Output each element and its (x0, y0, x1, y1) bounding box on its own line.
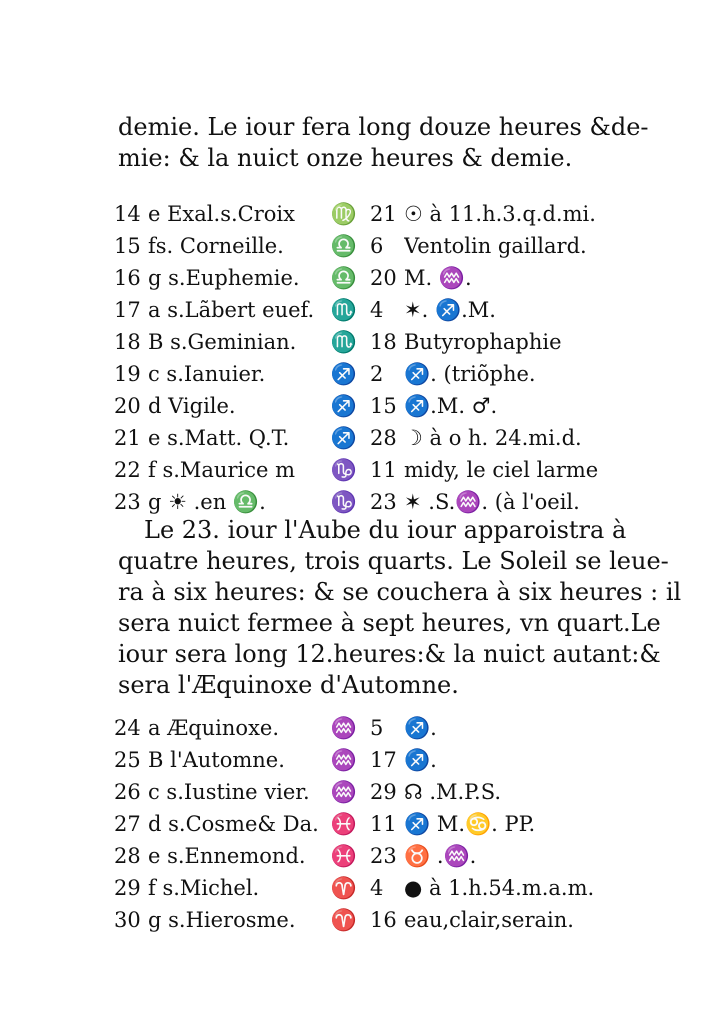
calendar-table-1 (114, 202, 624, 522)
saint-name: e s.Matt. Q.T. (148, 426, 290, 450)
weather-note: ☉ à 11.h.3.q.d.mi. (404, 202, 596, 226)
calendar-row (114, 876, 624, 908)
degree-value: 28 (370, 426, 397, 450)
weather-note: midy, le ciel larme (404, 458, 599, 482)
calendar-table-2 (114, 716, 624, 940)
saint-name: g s.Euphemie. (148, 266, 300, 290)
weather-note: ☊ .M.P.S. (404, 780, 502, 804)
day-number: 15 (114, 234, 141, 258)
zodiac-sign-icon: ♑ (330, 490, 358, 514)
intro-line: mie: & la nuict onze heures & demie. (118, 144, 573, 172)
zodiac-sign-icon: ♒ (330, 716, 358, 740)
zodiac-sign-icon: ♎ (330, 266, 358, 290)
weather-note: ✶ .S.♒. (à l'oeil. (404, 490, 580, 514)
calendar-row (114, 458, 624, 490)
equinox-paragraph (118, 515, 682, 701)
calendar-row (114, 812, 624, 844)
degree-value: 11 (370, 812, 397, 836)
saint-name: d Vigile. (148, 394, 236, 418)
saint-name: g ☀ .en ♎. (148, 490, 266, 514)
calendar-row (114, 266, 624, 298)
zodiac-sign-icon: ♐ (330, 394, 358, 418)
weather-note: ● à 1.h.54.m.a.m. (404, 876, 595, 900)
zodiac-sign-icon: ♓ (330, 812, 358, 836)
zodiac-sign-icon: ♑ (330, 458, 358, 482)
intro-paragraph (118, 112, 649, 174)
zodiac-sign-icon: ♏ (330, 298, 358, 322)
calendar-row (114, 780, 624, 812)
degree-value: 6 (370, 234, 384, 258)
degree-value: 29 (370, 780, 397, 804)
calendar-row (114, 716, 624, 748)
weather-note: ♐. (404, 748, 437, 772)
degree-value: 23 (370, 844, 397, 868)
saint-name: e Exal.s.Croix (148, 202, 295, 226)
day-number: 19 (114, 362, 141, 386)
saint-name: c s.Ianuier. (148, 362, 266, 386)
calendar-row (114, 298, 624, 330)
degree-value: 18 (370, 330, 397, 354)
day-number: 27 (114, 812, 141, 836)
paragraph-line: iour sera long 12.heures:& la nuict autant:& (118, 640, 661, 668)
degree-value: 15 (370, 394, 397, 418)
weather-note: Butyrophaphie (404, 330, 562, 354)
zodiac-sign-icon: ♐ (330, 362, 358, 386)
degree-value: 23 (370, 490, 397, 514)
calendar-row (114, 908, 624, 940)
day-number: 30 (114, 908, 141, 932)
day-number: 28 (114, 844, 141, 868)
day-number: 22 (114, 458, 141, 482)
day-number: 25 (114, 748, 141, 772)
weather-note: ♐ M.♋. PP. (404, 812, 536, 836)
calendar-row (114, 394, 624, 426)
zodiac-sign-icon: ♏ (330, 330, 358, 354)
weather-note: ♉ .♒. (404, 844, 477, 868)
weather-note: ♐. (404, 716, 437, 740)
zodiac-sign-icon: ♈ (330, 876, 358, 900)
degree-value: 17 (370, 748, 397, 772)
saint-name: B s.Geminian. (148, 330, 297, 354)
zodiac-sign-icon: ♍ (330, 202, 358, 226)
weather-note: eau,clair,serain. (404, 908, 574, 932)
saint-name: d s.Cosme& Da. (148, 812, 319, 836)
saint-name: g s.Hierosme. (148, 908, 296, 932)
calendar-row (114, 426, 624, 458)
calendar-row (114, 362, 624, 394)
calendar-row (114, 202, 624, 234)
saint-name: c s.Iustine vier. (148, 780, 310, 804)
degree-value: 11 (370, 458, 397, 482)
weather-note: M. ♒. (404, 266, 472, 290)
degree-value: 2 (370, 362, 384, 386)
day-number: 29 (114, 876, 141, 900)
day-number: 17 (114, 298, 141, 322)
day-number: 26 (114, 780, 141, 804)
paragraph-line: quatre heures, trois quarts. Le Soleil se leue- (118, 547, 669, 575)
calendar-row (114, 234, 624, 266)
saint-name: a s.Lãbert euef. (148, 298, 315, 322)
degree-value: 16 (370, 908, 397, 932)
day-number: 20 (114, 394, 141, 418)
day-number: 24 (114, 716, 141, 740)
saint-name: e s.Ennemond. (148, 844, 306, 868)
degree-value: 5 (370, 716, 384, 740)
zodiac-sign-icon: ♎ (330, 234, 358, 258)
day-number: 23 (114, 490, 141, 514)
day-number: 16 (114, 266, 141, 290)
zodiac-sign-icon: ♓ (330, 844, 358, 868)
day-number: 18 (114, 330, 141, 354)
saint-name: f s.Maurice m (148, 458, 295, 482)
zodiac-sign-icon: ♒ (330, 780, 358, 804)
degree-value: 21 (370, 202, 397, 226)
paragraph-line: ra à six heures: & se couchera à six heures : il (118, 578, 682, 606)
paragraph-line: sera nuict fermee à sept heures, vn quart.Le (118, 609, 661, 637)
calendar-row (114, 330, 624, 362)
calendar-row (114, 748, 624, 780)
paragraph-line: Le 23. iour l'Aube du iour apparoistra à (144, 516, 627, 544)
weather-note: ☽ à o h. 24.mi.d. (404, 426, 582, 450)
degree-value: 4 (370, 298, 384, 322)
paragraph-line: sera l'Æquinoxe d'Automne. (118, 671, 459, 699)
weather-note: ♐. (triõphe. (404, 362, 536, 386)
weather-note: Ventolin gaillard. (404, 234, 587, 258)
zodiac-sign-icon: ♈ (330, 908, 358, 932)
calendar-row (114, 844, 624, 876)
zodiac-sign-icon: ♒ (330, 748, 358, 772)
saint-name: B l'Automne. (148, 748, 285, 772)
saint-name: f s.Michel. (148, 876, 260, 900)
zodiac-sign-icon: ♐ (330, 426, 358, 450)
weather-note: ✶. ♐.M. (404, 298, 496, 322)
saint-name: a Æquinoxe. (148, 716, 280, 740)
degree-value: 4 (370, 876, 384, 900)
intro-line: demie. Le iour fera long douze heures &de- (118, 113, 649, 141)
weather-note: ♐.M. ♂. (404, 394, 498, 418)
day-number: 14 (114, 202, 141, 226)
day-number: 21 (114, 426, 141, 450)
degree-value: 20 (370, 266, 397, 290)
saint-name: fs. Corneille. (148, 234, 284, 258)
